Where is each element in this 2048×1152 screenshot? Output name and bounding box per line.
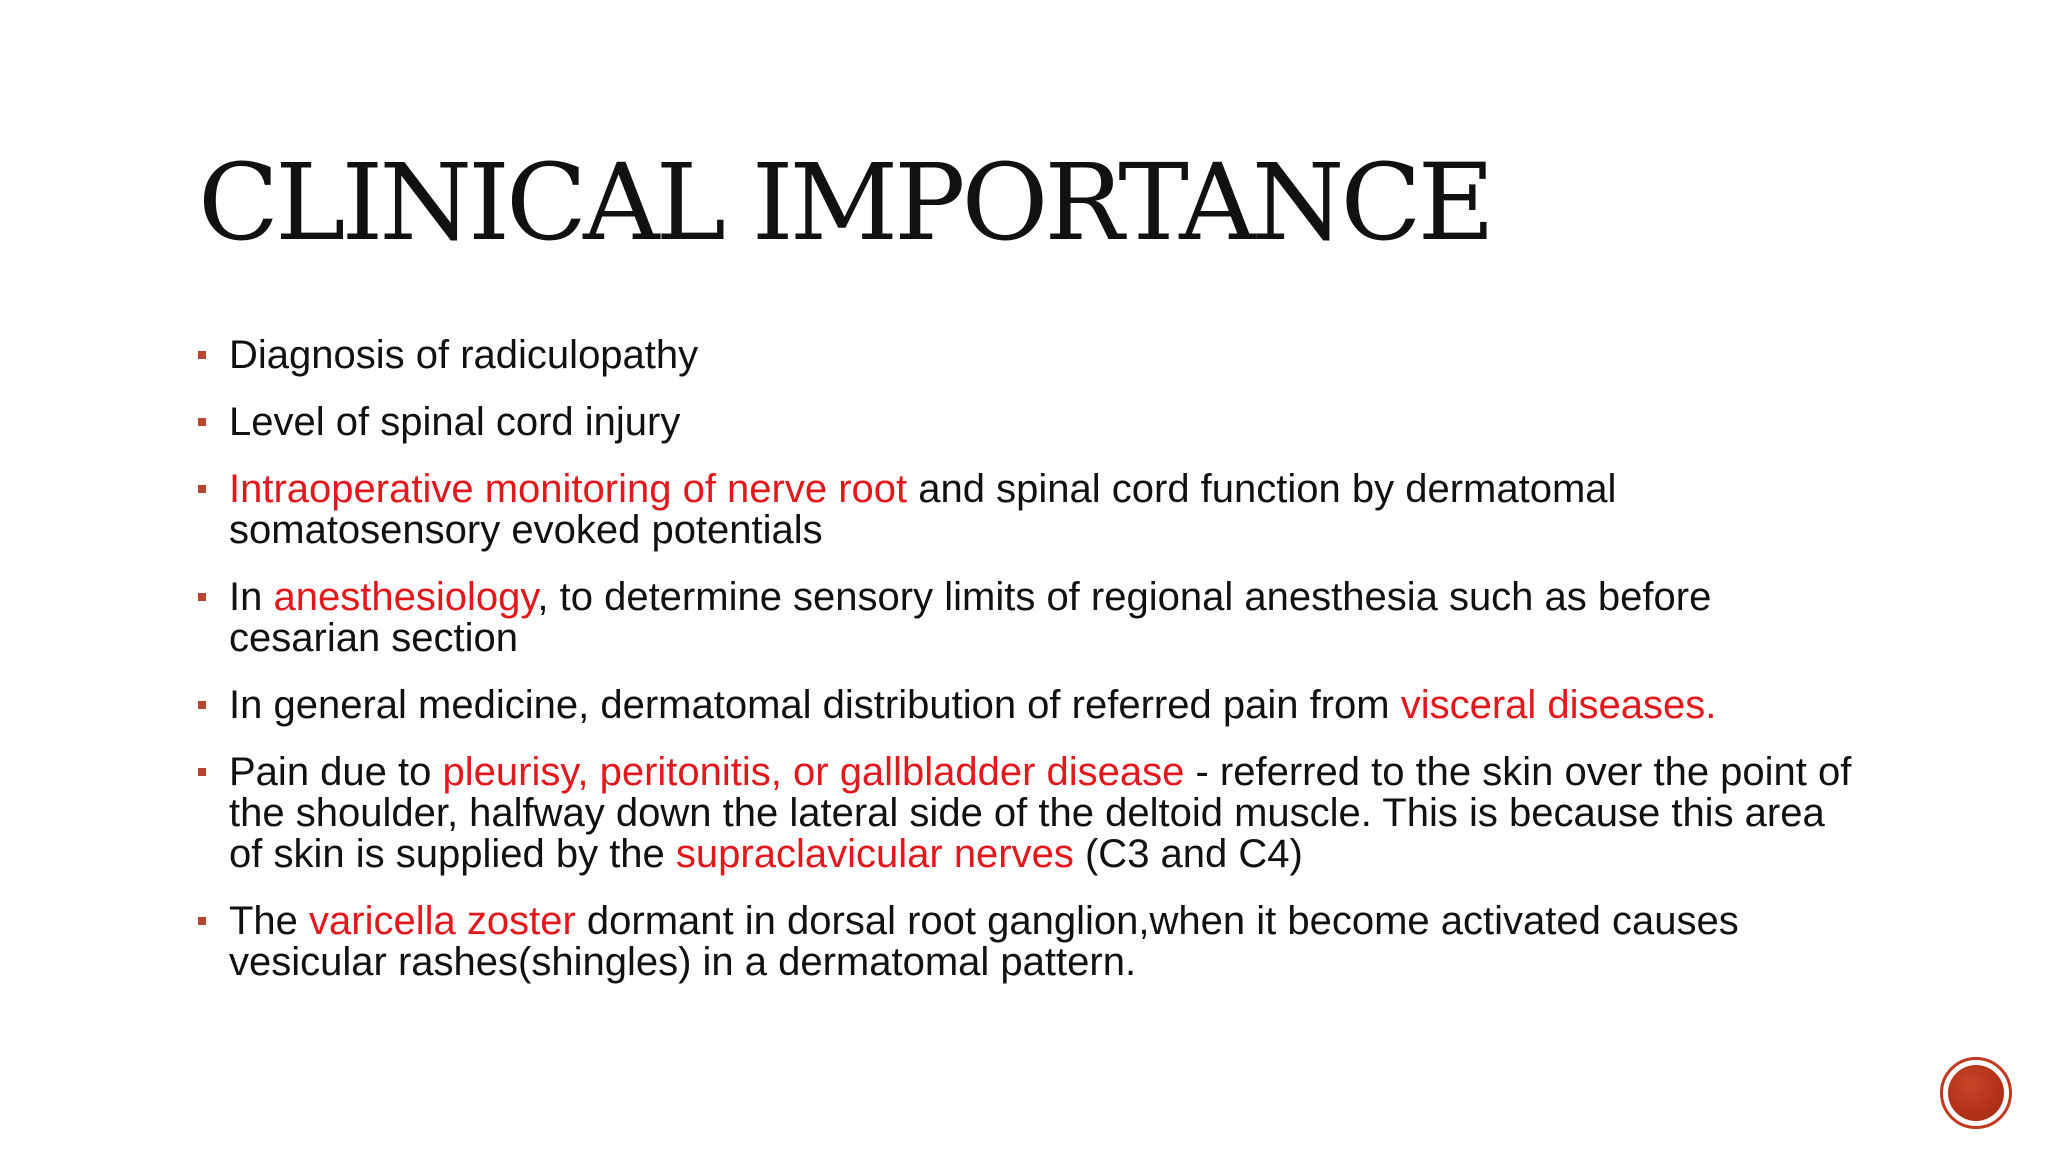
bullet-list xyxy=(198,335,1858,1009)
bullet-square-icon xyxy=(198,768,206,776)
bullet-text: The xyxy=(229,899,310,943)
bullet-item xyxy=(198,752,1858,875)
bullet-square-icon xyxy=(198,593,206,601)
bullet-text: (C3 and C4) xyxy=(1073,832,1303,876)
highlight-text: varicella zoster xyxy=(309,899,576,943)
bullet-item xyxy=(198,402,1858,443)
highlight-text: visceral diseases. xyxy=(1400,683,1717,727)
bullet-text: and spinal cord function by dermatomal somatosensory evoked potentials xyxy=(229,467,1617,552)
bullet-text: Pain due to xyxy=(229,750,443,794)
bullet-text: In xyxy=(229,575,274,619)
bullet-text: Level of spinal cord injury xyxy=(229,400,681,444)
highlight-text: supraclavicular nerves xyxy=(675,832,1074,876)
circular-seal-icon xyxy=(1940,1057,2012,1129)
bullet-text: dormant in dorsal root ganglion,when it become activated causes vesicular rashes(shingles) in a dermatomal pattern. xyxy=(229,899,1739,984)
bullet-square-icon xyxy=(198,418,206,426)
highlight-text: pleurisy, peritonitis, or gallbladder disease xyxy=(442,750,1185,794)
bullet-square-icon xyxy=(198,485,206,493)
bullet-text: In general medicine, dermatomal distribution of referred pain from xyxy=(229,683,1401,727)
bullet-item xyxy=(198,469,1858,551)
seal-fill xyxy=(1948,1065,2004,1121)
bullet-square-icon xyxy=(198,351,206,359)
bullet-text: , to determine sensory limits of regional anesthesia such as before cesarian section xyxy=(229,575,1712,660)
bullet-item xyxy=(198,685,1858,726)
bullet-item xyxy=(198,335,1858,376)
highlight-text: anesthesiology xyxy=(273,575,538,619)
bullet-text: Diagnosis of radiculopathy xyxy=(229,333,699,377)
highlight-text: Intraoperative monitoring of nerve root xyxy=(229,467,908,511)
bullet-square-icon xyxy=(198,917,206,925)
slide-title: CLINICAL IMPORTANCE xyxy=(198,141,1491,264)
bullet-text: - referred to the skin over the point of the shoulder, halfway down the lateral side of the deltoid muscle. This is because this area of skin is supplied by the xyxy=(229,750,1852,876)
bullet-item xyxy=(198,901,1858,983)
bullet-square-icon xyxy=(198,701,206,709)
bullet-item xyxy=(198,577,1858,659)
